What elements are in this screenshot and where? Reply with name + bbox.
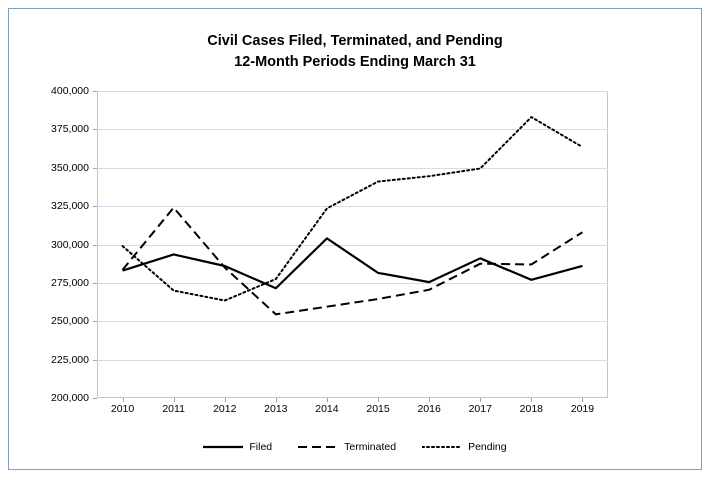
x-axis-tick-mark — [378, 398, 379, 402]
x-axis-tick-mark — [327, 398, 328, 402]
x-axis-tick-label: 2017 — [468, 403, 492, 415]
chart-container — [8, 8, 702, 470]
x-axis-tick-mark — [480, 398, 481, 402]
x-axis-tick-label: 2012 — [213, 403, 237, 415]
x-axis-tick-mark — [429, 398, 430, 402]
legend-label: Pending — [468, 441, 507, 453]
legend-swatch-filed — [203, 442, 243, 452]
y-axis-tick-label: 250,000 — [51, 315, 89, 328]
x-axis-tick-mark — [225, 398, 226, 402]
y-axis-tick-label: 375,000 — [51, 123, 89, 136]
legend-label: Filed — [249, 441, 273, 453]
y-axis-tick-label: 300,000 — [51, 238, 89, 251]
legend-item-terminated[interactable] — [298, 441, 396, 453]
y-axis-tick-label: 325,000 — [51, 200, 89, 213]
legend-swatch-pending — [422, 442, 462, 452]
chart-title-line-2: 12-Month Periods Ending March 31 — [234, 54, 476, 70]
x-axis-tick-mark — [276, 398, 277, 402]
x-axis-tick-label: 2014 — [315, 403, 339, 415]
x-axis-tick-label: 2018 — [519, 403, 544, 415]
x-axis-tick-mark — [531, 398, 532, 402]
plot-wrap — [9, 9, 703, 471]
x-axis-tick-mark — [582, 398, 583, 402]
y-axis-tick-label: 350,000 — [51, 161, 89, 174]
y-axis-tick-label: 275,000 — [51, 276, 89, 289]
legend-swatch-terminated — [298, 442, 338, 452]
x-axis-tick-label: 2019 — [570, 403, 595, 415]
y-axis-tick-mark — [93, 398, 97, 399]
x-axis-tick-label: 2010 — [110, 403, 135, 415]
chart-legend — [9, 441, 701, 453]
y-axis-tick-label: 225,000 — [51, 353, 89, 366]
x-axis-tick-label: 2013 — [264, 403, 288, 415]
legend-item-pending[interactable] — [422, 441, 507, 453]
x-axis-tick-label: 2011 — [162, 403, 185, 415]
y-axis-tick-label: 200,000 — [51, 392, 89, 404]
x-axis-tick-mark — [123, 398, 124, 402]
legend-item-filed[interactable] — [203, 441, 272, 453]
y-axis-tick-label: 400,000 — [51, 85, 89, 97]
x-axis-tick-mark — [174, 398, 175, 402]
x-axis-tick-label: 2015 — [366, 403, 390, 415]
series-line-filed — [123, 238, 583, 288]
legend-label: Terminated — [344, 441, 397, 453]
chart-title-line-1: Civil Cases Filed, Terminated, and Pending — [207, 33, 503, 49]
x-axis-tick-label: 2016 — [417, 403, 441, 415]
series-line-terminated — [123, 208, 583, 315]
series-layer — [97, 91, 608, 398]
